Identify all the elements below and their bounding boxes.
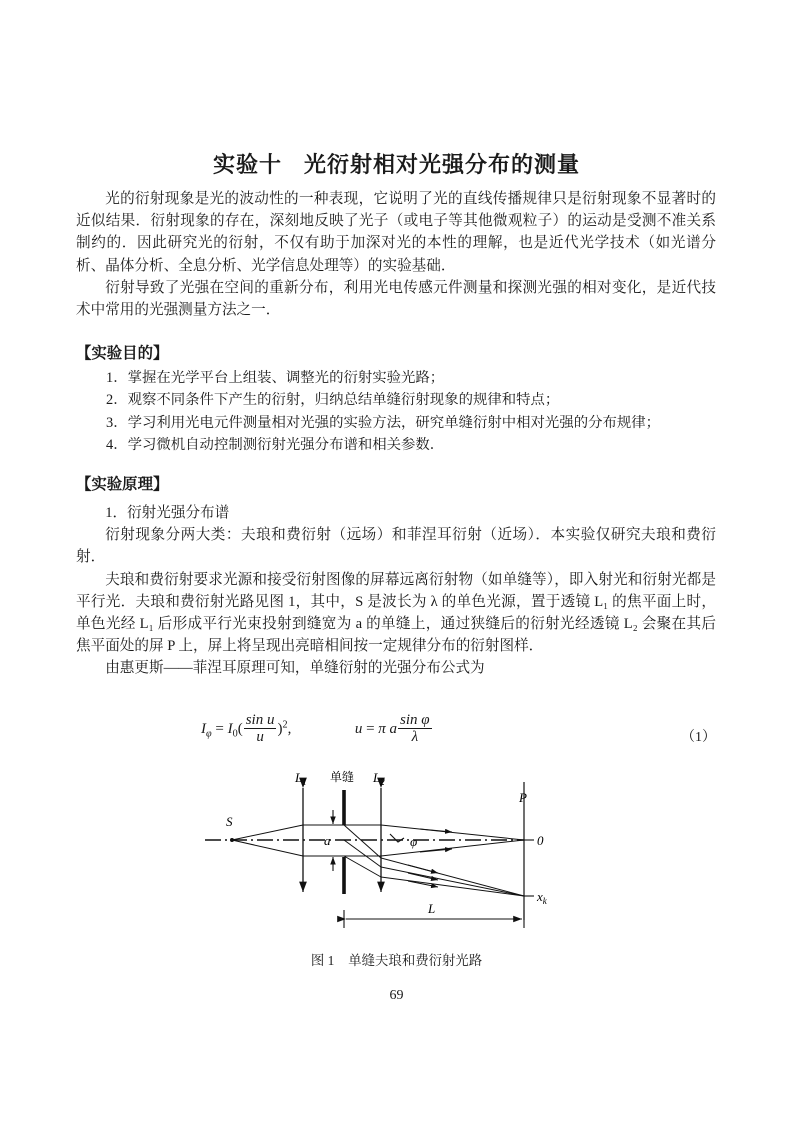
ray-source-upper [232, 825, 303, 840]
figure-1 [0, 768, 793, 968]
objective-text: 掌握在光学平台上组装、调整光的衍射实验光路； [127, 370, 445, 386]
ray-diffracted-3-out [381, 877, 524, 896]
label-lens-l2: $L_2$ [373, 770, 385, 787]
ray-diffracted-2-out [381, 867, 524, 896]
figure-caption [0, 950, 793, 969]
fraction-numerator: sin φ [400, 712, 430, 728]
fraction-denominator: u [256, 729, 264, 746]
figure-caption-number: 图 1 [310, 953, 335, 968]
equation-1 [201, 712, 433, 745]
equation-equals-2: = [366, 720, 375, 737]
fraction-numerator: sin u [245, 712, 275, 728]
intro-paragraph-2: 衍射导致了光强在空间的重新分布，利用光电传感元件测量和探测光强的相对变化，是近代技术中常用的光强测量方法之一． [76, 279, 716, 319]
objective-item-4 [76, 434, 716, 456]
ray-arrow-diff-2 [408, 873, 438, 880]
label-angle-phi: φ [410, 834, 418, 849]
objective-item-2 [76, 389, 716, 411]
intro-block [76, 188, 716, 321]
objective-text: 观察不同条件下产生的衍射，归纳总结单缝衍射现象的规律和特点； [127, 392, 560, 409]
principle-paragraph-2: 夫琅和费衍射要求光源和接受衍射图像的屏幕远离衍射物（如单缝等），即入射光和衍射光都是平行光．夫琅和费衍射光路见图 1，其中，S 是波长为 λ 的单色光源，置于透镜 L₁ 的焦平面上时，单色光经 L₁ 后形成平行光束投射到缝宽为 a 的单缝上，通过狭缝后的衍射光经透镜 L₂ 会聚在其后焦平面处的屏 P 上，屏上将呈现出亮暗相间按一定规律分布的衍射图样． [76, 571, 716, 655]
ray-diffracted-1-out [381, 858, 524, 896]
intro-paragraph-1: 光的衍射现象是光的波动性的一种表现，它说明了光的直线传播规律只是衍射现象不显著时的近似结果．衍射现象的存在，深刻地反映了光子（或电子等其他微观粒子）的运动是受测不准关系制约的．因此研究光的衍射，不仅有助于加深对光的本性的理解，也是近代光学技术（如光谱分析、晶体分析、全息分析、光学信息处理等）的实验基础． [76, 191, 716, 274]
optical-path-diagram [0, 768, 793, 948]
ray-zero-order-lower-out [381, 840, 524, 856]
fraction-denominator: λ [411, 729, 419, 746]
objective-item-3 [76, 412, 716, 434]
principle-paragraph-1: 衍射现象分两大类：夫琅和费衍射（远场）和菲涅耳衍射（近场）．本实验仅研究夫琅和费衍射． [76, 527, 716, 566]
equation-pi-a: π a [378, 720, 398, 737]
ray-arrow-zero-upper [420, 829, 452, 832]
label-xk: $x_k$ [537, 889, 547, 906]
equation-comma: , [287, 720, 292, 737]
objective-text: 学习利用光电元件测量相对光强的实验方法，研究单缝衍射中相对光强的分布规律； [127, 414, 661, 431]
principle-block [76, 472, 716, 680]
angle-phi-marker [390, 834, 404, 842]
equation-open-paren: ( [237, 720, 243, 737]
objective-text: 学习微机自动控制测衍射光强分布谱和相关参数． [127, 437, 445, 454]
label-source-s: S [226, 814, 233, 829]
equation-i0: $I_0$ [227, 720, 238, 740]
objectives-list [76, 367, 716, 457]
label-screen-p: P [519, 790, 527, 805]
objective-number: 2． [106, 392, 128, 409]
principle-heading: 【实验原理】 [76, 476, 169, 493]
objectives-heading: 【实验目的】 [76, 345, 169, 362]
equation-lhs: $I_\varphi$ [201, 720, 212, 740]
ray-arrow-diff-1 [408, 865, 438, 873]
ray-source-lower [232, 840, 303, 856]
principle-subheading: 1．衍射光强分布谱 [105, 505, 230, 521]
equation-fraction-1 [244, 712, 277, 745]
ray-zero-order-upper-out [381, 825, 524, 840]
label-origin-0: 0 [537, 833, 544, 848]
equation-power: 2 [282, 719, 288, 731]
equation-equals: = [215, 720, 224, 737]
equation-close-paren: ) [277, 720, 283, 737]
equation-number: （1） [681, 730, 716, 745]
objective-number: 4． [106, 437, 128, 454]
principle-paragraph-3: 由惠更斯——菲涅耳原理可知，单缝衍射的光强分布公式为 [105, 660, 485, 677]
page-number: 69 [389, 988, 404, 1003]
title-sub: 光衍射相对光强分布的测量 [304, 151, 581, 177]
label-lens-l1: $L_1$ [295, 770, 307, 787]
title-main: 实验十 [212, 151, 282, 177]
ray-diffracted-3-in [344, 856, 381, 877]
page-title [0, 148, 793, 179]
label-distance-l: L [428, 901, 436, 916]
objective-number: 3． [106, 414, 128, 431]
equation-u: u [354, 720, 363, 737]
label-slit-cn: 单缝 [330, 770, 355, 784]
objective-item-1 [76, 367, 716, 389]
label-slit-width-a: a [324, 833, 331, 848]
objectives-block [76, 341, 716, 457]
equation-1-row [76, 712, 716, 760]
objective-number: 1． [106, 370, 128, 386]
equation-fraction-2 [398, 712, 432, 745]
figure-caption-text: 单缝夫琅和费衍射光路 [348, 953, 483, 968]
